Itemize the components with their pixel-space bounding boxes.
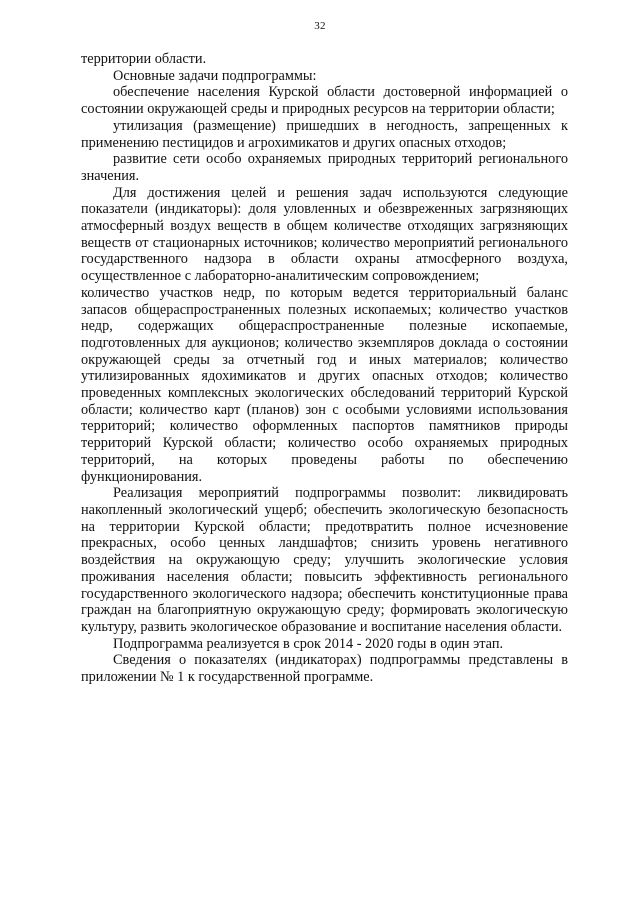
paragraph: утилизация (размещение) пришедших в негодность, запрещенных к применению пестицидов и агрохимикатов и других опасных отходов; bbox=[81, 117, 568, 151]
paragraph: Подпрограмма реализуется в срок 2014 - 2020 годы в один этап. bbox=[113, 635, 504, 652]
paragraph: количество участков недр, по которым ведется территориальный баланс запасов общераспространенных полезных ископаемых; количество участков недр, содержащих общераспространенные полезные ископаемые, подготовленных для аукционов; количество экземпляров доклада о состоянии окружающей среды за отчетный год и иных материалов; количество утилизированных ядохимикатов и других опасных отходов; количество проведенных комплексных экологических обследований территорий Курской области; количество карт (планов) зон с особыми условиями использования территорий; количество оформленных паспортов памятников природы территорий Курской области; количество особо охраняемых природных территорий, на которых проведены работы по обеспечению функционирования. bbox=[81, 284, 568, 485]
paragraph: Сведения о показателях (индикаторах) подпрограммы представлены в приложении № 1 к государственной программе. bbox=[81, 652, 568, 686]
paragraph: Основные задачи подпрограммы: bbox=[113, 67, 317, 84]
paragraph: Для достижения целей и решения задач используются следующие показатели (индикаторы): доля уловленных и обезвреженных загрязняющих атмосферный воздух веществ в общем количестве отходящих загрязняющих веществ от стационарных источников; количество мероприятий регионального государственного надзора в области охраны атмосферного воздуха, осуществленное с лабораторно-аналитическим сопровождением; bbox=[81, 184, 568, 285]
document-body bbox=[81, 51, 568, 686]
paragraph: развитие сети особо охраняемых природных территорий регионального значения. bbox=[81, 151, 568, 184]
page-number: 32 bbox=[314, 20, 326, 32]
paragraph: обеспечение населения Курской области достоверной информацией о состоянии окружающей среды и природных ресурсов на территории области; bbox=[81, 84, 568, 118]
paragraph: Реализация мероприятий подпрограммы позволит: ликвидировать накопленный экологический ущерб; обеспечить экологическую безопасность на территории Курской области; предотвратить полное исчезновение прекрасных, особо ценных ландшафтов; снизить уровень негативного воздействия на окружающую среду; улучшить экологические условия проживания населения области; повысить эффективность регионального государственного экологического надзора; обеспечить конституционные права граждан на благоприятную окружающую среду; формировать экологическую культуру, развить экологическое образование и воспитание населения области. bbox=[81, 485, 568, 635]
paragraph: территории области. bbox=[81, 51, 207, 67]
